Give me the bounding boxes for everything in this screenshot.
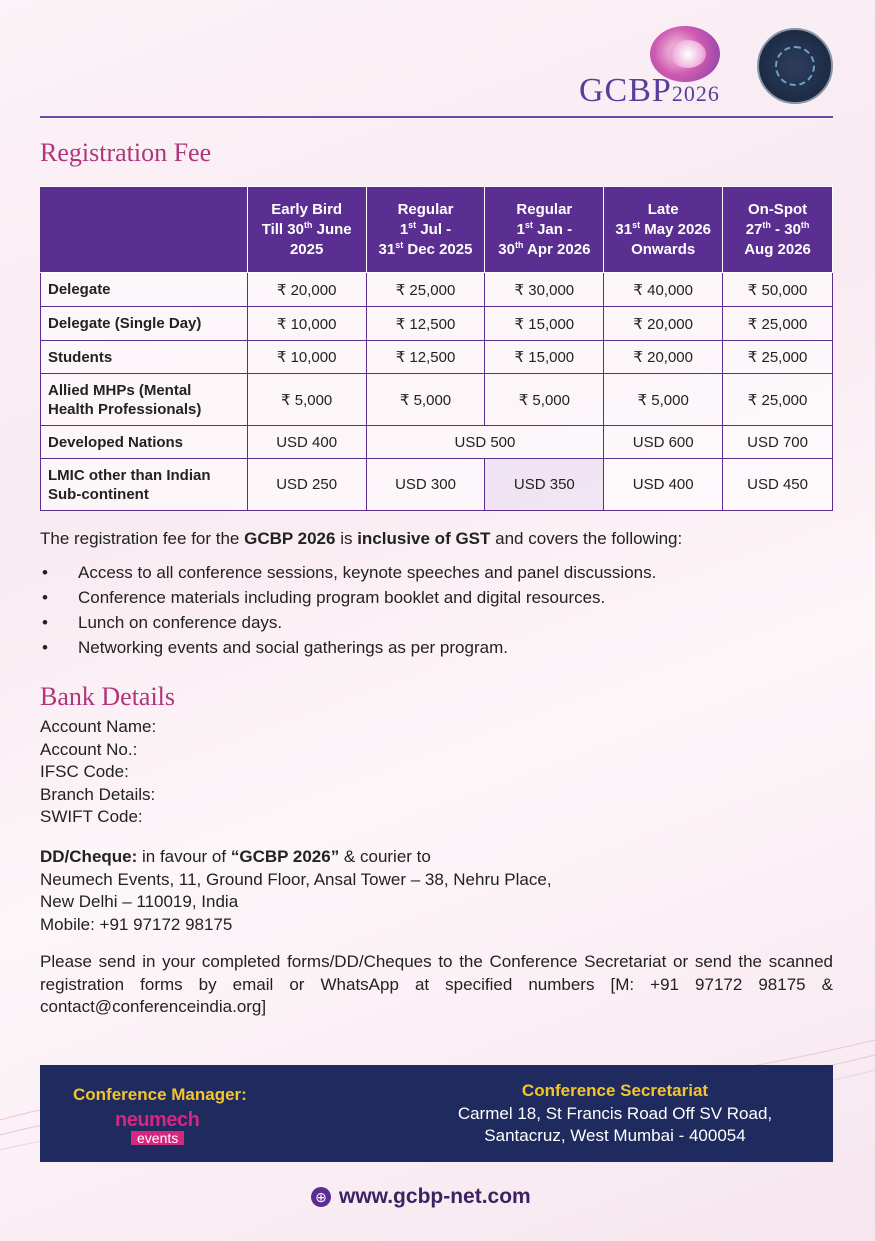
column-header-late: Late 31st May 2026 Onwards (604, 187, 723, 273)
bank-details-heading: Bank Details (40, 682, 176, 711)
header-divider (40, 116, 833, 118)
fee-cell: USD 400 (247, 426, 366, 459)
fee-cell: ₹ 15,000 (485, 307, 604, 341)
fee-cell: ₹ 10,000 (247, 341, 366, 374)
registration-fee-heading: Registration Fee (40, 138, 212, 167)
fee-cell: USD 250 (247, 459, 366, 511)
list-item: • Networking events and social gatherings as per program. (40, 638, 656, 663)
fee-cell: ₹ 20,000 (247, 273, 366, 307)
fee-cell: ₹ 20,000 (604, 341, 723, 374)
mobile-number: Mobile: +91 97172 98175 (40, 914, 233, 934)
table-row (41, 459, 833, 511)
branch-details-label: Branch Details: (40, 784, 156, 804)
fee-cell: ₹ 30,000 (485, 273, 604, 307)
globe-icon: ⊕ (311, 1187, 331, 1207)
registration-fee-table (40, 186, 833, 511)
dd-cheque-details: DD/Cheque: in favour of “GCBP 2026” & courier to Neumech Events, 11, Ground Floor, Ansal Tower – 38, Nehru Place, New Delhi – 110019, India Mobile: +91 97172 98175 (40, 846, 552, 936)
fee-cell: ₹ 15,000 (485, 341, 604, 374)
table-row (41, 374, 833, 426)
row-label: Delegate (41, 273, 248, 307)
fee-cell: ₹ 25,000 (723, 341, 833, 374)
fee-inclusions-intro: The registration fee for the GCBP 2026 is inclusive of GST and covers the following: (40, 529, 683, 548)
list-item: • Access to all conference sessions, keynote speeches and panel discussions. (40, 563, 656, 588)
account-number-label: Account No.: (40, 739, 138, 759)
logo-swirl-inner (670, 40, 706, 68)
list-item: • Conference materials including program booklet and digital resources. (40, 588, 656, 613)
fee-cell: USD 300 (366, 459, 485, 511)
account-name-label: Account Name: (40, 717, 157, 736)
table-corner (41, 187, 248, 273)
column-header-regular-2: Regular 1st Jan - 30th Apr 2026 (485, 187, 604, 273)
column-header-on-spot: On-Spot 27th - 30th Aug 2026 (723, 187, 833, 273)
fee-cell: USD 450 (723, 459, 833, 511)
conference-secretariat: Conference Secretariat Carmel 18, St Francis Road Off SV Road, Santacruz, West Mumbai - 400054 (457, 1081, 773, 1145)
fee-cell: ₹ 5,000 (366, 374, 485, 426)
footer-band (40, 1065, 833, 1162)
table-row (41, 273, 833, 307)
website-link[interactable]: ⊕ www.gcbp-net.com (311, 1185, 531, 1209)
column-header-early-bird: Early Bird Till 30th June 2025 (247, 187, 366, 273)
fee-cell: ₹ 25,000 (366, 273, 485, 307)
courier-address-line: Neumech Events, 11, Ground Floor, Ansal Tower – 38, Nehru Place, (40, 869, 552, 889)
neumech-events-logo: neumech events (115, 1109, 200, 1146)
fee-cell: ₹ 40,000 (604, 273, 723, 307)
fee-cell: USD 350 (485, 459, 604, 511)
fee-cell: ₹ 5,000 (604, 374, 723, 426)
gcbp-logo (575, 26, 735, 110)
courier-address-line: New Delhi – 110019, India (40, 892, 239, 911)
fee-cell: ₹ 12,500 (366, 307, 485, 341)
fee-cell: USD 400 (604, 459, 723, 511)
inclusions-list (40, 563, 656, 663)
table-row (41, 426, 833, 459)
list-item: • Lunch on conference days. (40, 613, 656, 638)
swift-code-label: SWIFT Code: (40, 807, 143, 826)
table-header-row (41, 187, 833, 273)
fee-cell: ₹ 20,000 (604, 307, 723, 341)
row-label: Developed Nations (41, 426, 248, 459)
fee-cell: ₹ 50,000 (723, 273, 833, 307)
bank-details (40, 716, 156, 829)
conference-manager-label: Conference Manager: (73, 1085, 247, 1104)
ifsc-code-label: IFSC Code: (40, 762, 129, 781)
fee-cell: ₹ 10,000 (247, 307, 366, 341)
fee-cell: ₹ 5,000 (485, 374, 604, 426)
fee-cell: ₹ 25,000 (723, 374, 833, 426)
fee-cell: ₹ 5,000 (247, 374, 366, 426)
fee-cell: ₹ 12,500 (366, 341, 485, 374)
fee-cell: ₹ 25,000 (723, 307, 833, 341)
row-label: Students (41, 341, 248, 374)
logo-text: GCBP2026 (579, 72, 720, 109)
fee-cell: USD 500 (366, 426, 604, 459)
row-label: Allied MHPs (Mental Health Professionals) (41, 374, 248, 426)
column-header-regular-1: Regular 1st Jul - 31st Dec 2025 (366, 187, 485, 273)
table-row (41, 307, 833, 341)
fee-cell: USD 600 (604, 426, 723, 459)
row-label: Delegate (Single Day) (41, 307, 248, 341)
submission-note: Please send in your completed forms/DD/Cheques to the Conference Secretariat or send the scanned registration forms by email or WhatsApp at specified numbers [M: +91 97172 98175 & contact@conferenceindia.org] (40, 952, 833, 1016)
fee-cell: USD 700 (723, 426, 833, 459)
row-label: LMIC other than Indian Sub-continent (41, 459, 248, 511)
table-row (41, 341, 833, 374)
association-seal-icon (757, 28, 833, 104)
